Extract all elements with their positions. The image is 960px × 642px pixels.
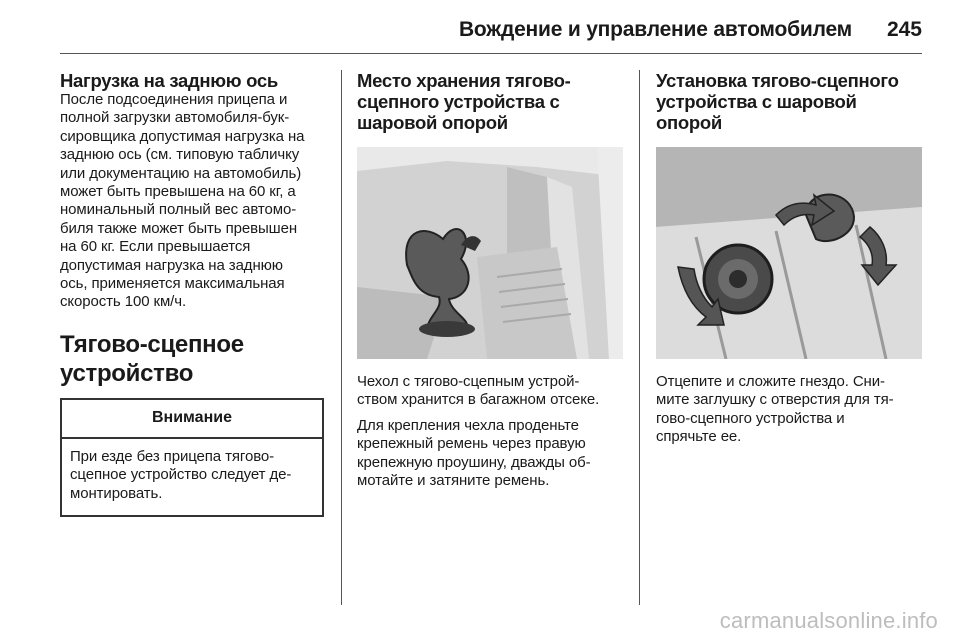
warning-body (62, 439, 322, 515)
section-title-storage (357, 70, 625, 133)
socket-removal-image (656, 147, 922, 359)
column-3 (656, 70, 924, 447)
text-line: гово-сцепного устройства и (656, 409, 845, 427)
text-line: ось, применяется максимальная (60, 275, 285, 293)
text-line: допустимая нагрузка на заднюю (60, 256, 283, 274)
title-line: устройства с шаровой опорой (656, 91, 857, 133)
text-line: или документацию на автомобиль) (60, 164, 302, 182)
warning-box (60, 398, 324, 517)
text-line: мите заглушку с отверстия для тя- (656, 391, 894, 409)
storage-paragraph-2 (357, 417, 625, 491)
text-line: полной загрузки автомобиля-бук- (60, 109, 290, 127)
column-2 (357, 70, 625, 490)
text-line: мотайте и затяните ремень. (357, 472, 550, 490)
text-line: может быть превышена на 60 кг, а (60, 183, 296, 201)
rear-axle-text (60, 91, 328, 312)
text-line: После подсоединения прицепа и (60, 91, 288, 108)
column-divider-1 (341, 70, 342, 605)
chapter-title-tow-bar (60, 330, 328, 388)
section-title-rear-axle: Нагрузка на заднюю ось (60, 70, 278, 91)
text-line: монтировать. (70, 484, 163, 502)
warning-heading: Внимание (62, 400, 322, 439)
page-number: 245 (886, 18, 922, 41)
title-line: Тягово-сцепное (60, 330, 244, 358)
text-line: скорость 100 км/ч. (60, 293, 187, 311)
text-line: крепежную проушину, дважды об- (357, 453, 591, 471)
text-line: Отцепите и сложите гнездо. Сни- (656, 373, 885, 390)
text-line: ством хранится в багажном отсеке. (357, 391, 600, 409)
running-title: Вождение и управление автомобилем (458, 18, 852, 41)
text-line: спрячьте ее. (656, 428, 742, 446)
header-rule (60, 53, 922, 54)
column-divider-2 (639, 70, 640, 605)
text-line: номинальный полный вес автомо- (60, 201, 297, 219)
installation-paragraph (656, 373, 924, 447)
section-title-installation (656, 70, 924, 133)
storage-paragraph-1 (357, 373, 625, 410)
column-1 (60, 70, 328, 517)
text-line: заднюю ось (см. типовую табличку (60, 146, 300, 164)
installation-illustration (656, 147, 922, 359)
storage-illustration (357, 147, 623, 359)
text-line: сировщика допустимая нагрузка на (60, 127, 305, 145)
watermark: carmanualsonline.info (719, 608, 938, 633)
title-line: Установка тягово-сцепного (656, 70, 899, 91)
text-line: Чехол с тягово-сцепным устрой- (357, 373, 580, 390)
title-line: устройство (60, 359, 194, 387)
text-line: на 60 кг. Если превышается (60, 238, 251, 256)
trunk-storage-image (357, 147, 623, 359)
title-line: сцепного устройства с (357, 91, 560, 112)
title-line: Место хранения тягово- (357, 70, 571, 91)
page-header (60, 14, 922, 50)
text-line: биля также может быть превышен (60, 219, 298, 237)
text-line: крепежный ремень через правую (357, 435, 586, 453)
text-line: сцепное устройство следует де- (70, 466, 292, 484)
text-line: При езде без прицепа тягово- (70, 447, 275, 465)
title-line: шаровой опорой (357, 112, 508, 133)
text-line: Для крепления чехла проденьте (357, 416, 579, 434)
